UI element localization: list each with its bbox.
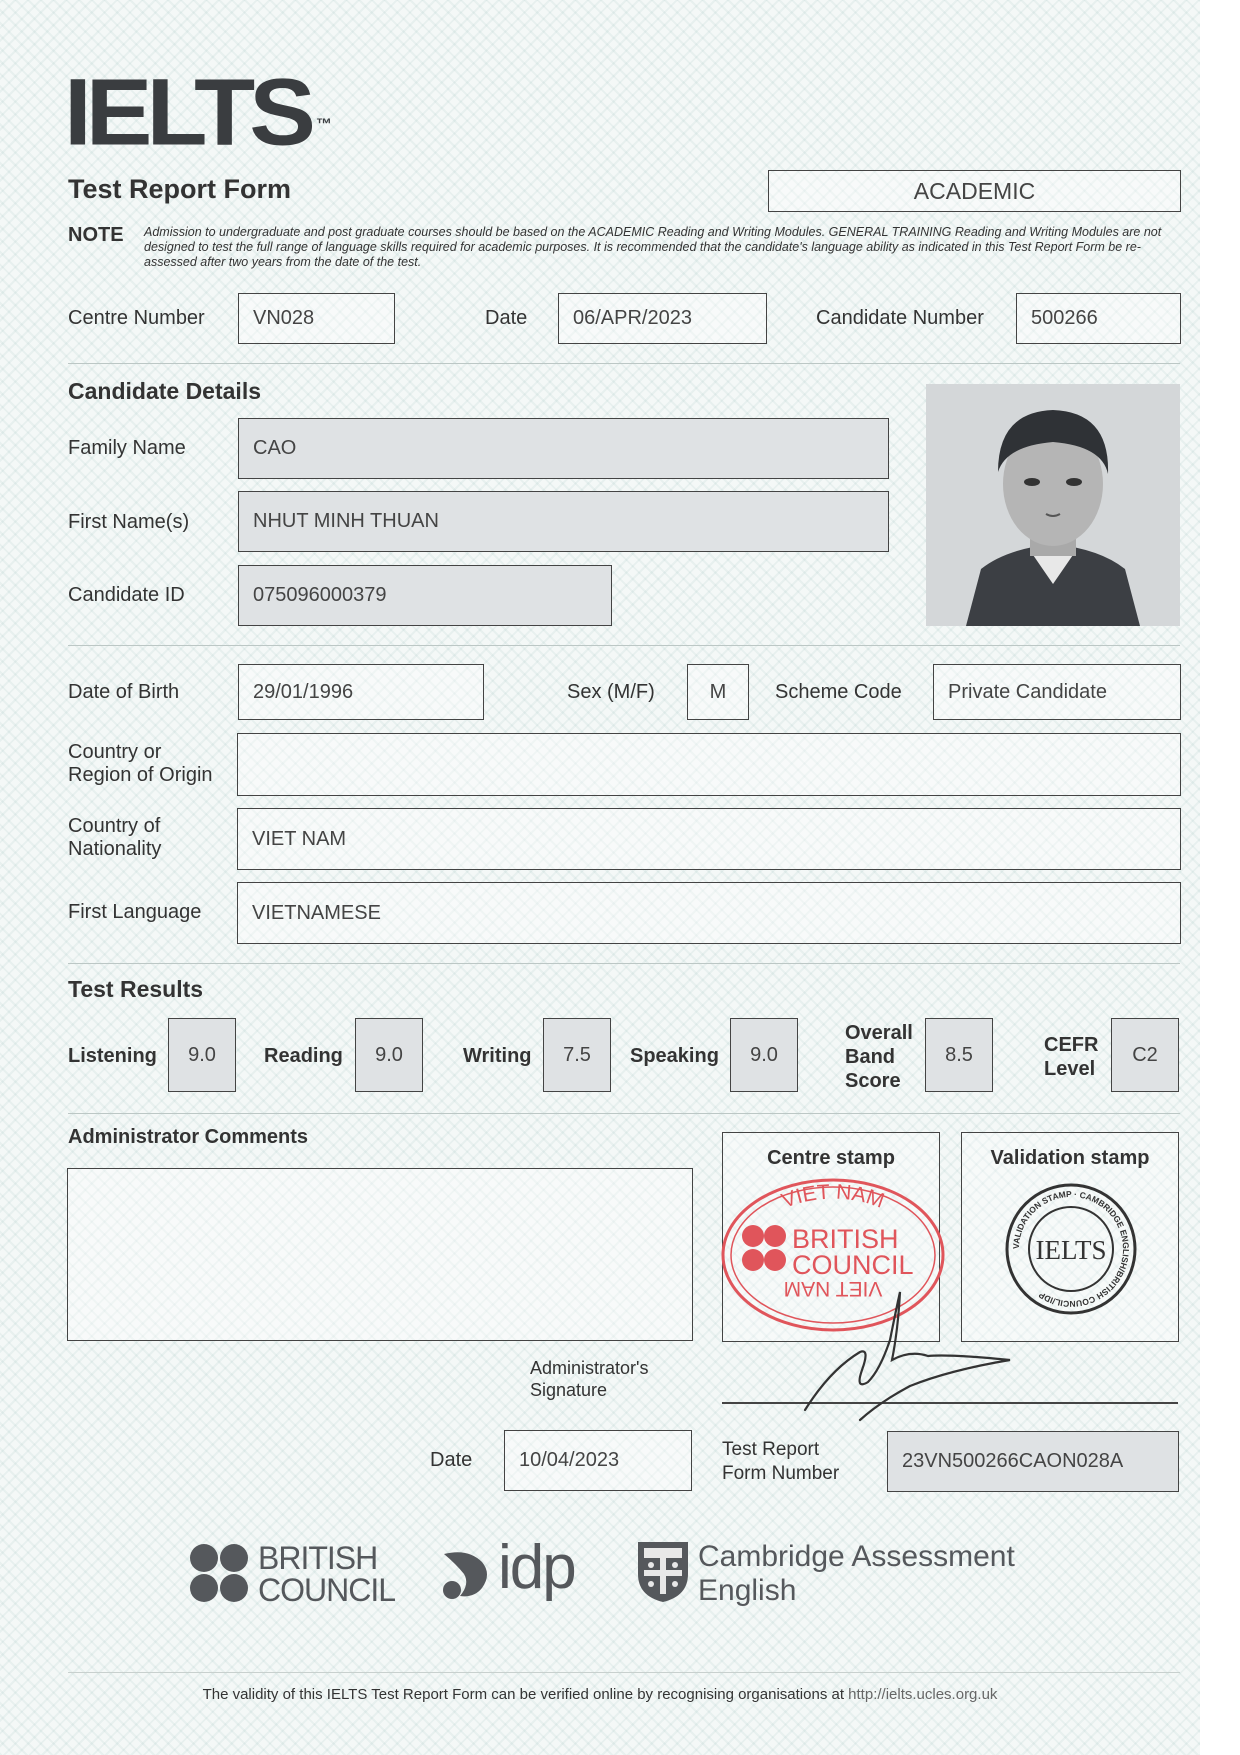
cefr-label-line-2: Level: [1044, 1058, 1096, 1080]
idp-text: idp: [498, 1533, 575, 1602]
reading-label: Reading: [264, 1045, 343, 1067]
candidate-number-label: Candidate Number: [816, 307, 984, 329]
candidate-id-label: Candidate ID: [68, 584, 185, 606]
signature-label-2: Signature: [530, 1380, 608, 1400]
sex-field: M: [687, 664, 749, 720]
writing-label: Writing: [463, 1045, 532, 1067]
writing-score: 7.5: [543, 1018, 611, 1092]
admin-date-label: Date: [430, 1449, 473, 1471]
validation-stamp-ring-text: VALIDATION STAMP · CAMBRIDGE ENGLISH/BRITISH COUNCIL/IDP: [1010, 1188, 1132, 1310]
nationality-label-2: Nationality: [68, 838, 162, 860]
sex-label: Sex (M/F): [567, 681, 655, 703]
module-box: ACADEMIC: [768, 170, 1181, 212]
speaking-label: Speaking: [630, 1045, 719, 1067]
nationality-field: VIET NAM: [237, 808, 1181, 870]
british-council-logo: [188, 1540, 398, 1606]
british-council-line-1: BRITISH: [258, 1540, 378, 1576]
validation-stamp-center-text: IELTS: [1035, 1235, 1107, 1265]
admin-date-field: 10/04/2023: [504, 1430, 692, 1491]
speaking-score: 9.0: [730, 1018, 798, 1092]
origin-label-1: Country or: [68, 741, 162, 763]
date-field: 06/APR/2023: [558, 293, 767, 344]
note-label: NOTE: [68, 224, 124, 246]
test-results-title: Test Results: [68, 976, 204, 1002]
scheme-code-label: Scheme Code: [775, 681, 902, 703]
centre-stamp-top-text: VIET NAM: [778, 1180, 888, 1213]
candidate-details-title: Candidate Details: [68, 378, 261, 404]
cefr-label-line-1: CEFR: [1044, 1034, 1099, 1056]
trf-number-field: 23VN500266CAON028A: [887, 1431, 1179, 1492]
admin-comments-field: [67, 1168, 693, 1341]
centre-stamp-bottom-text: VIET NAM: [783, 1277, 883, 1300]
scheme-code-field: Private Candidate: [933, 664, 1181, 720]
overall-label: [845, 1021, 913, 1093]
idp-logo: [438, 1533, 598, 1610]
dob-label: Date of Birth: [68, 681, 180, 703]
footer-divider: [68, 1672, 1180, 1673]
date-label: Date: [485, 307, 528, 329]
first-names-field: NHUT MINH THUAN: [238, 491, 889, 552]
overall-label-line-2: Band: [845, 1046, 895, 1068]
dob-field: 29/01/1996: [238, 664, 484, 720]
cambridge-line-2: English: [698, 1574, 797, 1607]
cambridge-line-1: Cambridge Assessment: [698, 1540, 1015, 1573]
divider: [68, 963, 1180, 964]
signature-label-1: Administrator's: [530, 1358, 649, 1378]
validity-notice: [0, 1686, 1200, 1703]
centre-stamp-line-2: COUNCIL: [792, 1250, 914, 1280]
divider: [68, 645, 1180, 646]
admin-comments-label: Administrator Comments: [68, 1126, 309, 1148]
cefr-level: C2: [1111, 1018, 1179, 1092]
centre-stamp-line-1: BRITISH: [792, 1224, 899, 1254]
origin-field: [237, 733, 1181, 796]
divider: [68, 363, 1180, 364]
nationality-label-1: Country of: [68, 815, 161, 837]
first-language-field: VIETNAMESE: [237, 882, 1181, 944]
origin-label-2: Region of Origin: [68, 764, 213, 786]
ielts-logo: IELTS ™: [64, 58, 332, 166]
scan-margin: [1200, 0, 1240, 1755]
british-council-line-2: COUNCIL: [258, 1572, 396, 1608]
validation-stamp: [1003, 1181, 1139, 1317]
overall-label-line-1: Overall: [845, 1022, 913, 1044]
overall-score: 8.5: [925, 1018, 993, 1092]
validity-text: The validity of this IELTS Test Report Form can be verified online by recognising organisations at: [202, 1686, 844, 1703]
note-text: Admission to undergraduate and post graduate courses should be based on the ACADEMIC Reading and Writing Modules. GENERAL TRAINING Reading and Writing Modules are not designed to test the full range of language skills required for academic purposes. It is recommended that the candidate's language ability as indicated in this Test Report Form be re-assessed after two years from the date of the test.: [144, 225, 1162, 269]
candidate-number-field: 500266: [1016, 293, 1181, 344]
validation-stamp-label: Validation stamp: [990, 1147, 1150, 1169]
centre-number-field: VN028: [238, 293, 395, 344]
divider: [68, 1113, 1180, 1114]
first-language-label: First Language: [68, 901, 202, 923]
listening-score: 9.0: [168, 1018, 236, 1092]
first-names-label: First Name(s): [68, 511, 190, 533]
cefr-label: [1044, 1033, 1098, 1081]
candidate-photo: [926, 384, 1180, 626]
family-name-field: CAO: [238, 418, 889, 479]
reading-score: 9.0: [355, 1018, 423, 1092]
family-name-label: Family Name: [68, 437, 186, 459]
trf-label-1: Test Report: [722, 1439, 820, 1460]
trf-label-2: Form Number: [722, 1463, 840, 1484]
validity-url[interactable]: http://ielts.ucles.org.uk: [848, 1686, 998, 1703]
centre-number-label: Centre Number: [68, 307, 205, 329]
cambridge-logo: [636, 1540, 1026, 1610]
candidate-id-field: 075096000379: [238, 565, 612, 626]
overall-label-line-3: Score: [845, 1070, 901, 1092]
listening-label: Listening: [68, 1045, 157, 1067]
administrator-signature: [800, 1290, 1020, 1430]
form-title: Test Report Form: [68, 174, 292, 204]
centre-stamp-label: Centre stamp: [767, 1147, 895, 1169]
